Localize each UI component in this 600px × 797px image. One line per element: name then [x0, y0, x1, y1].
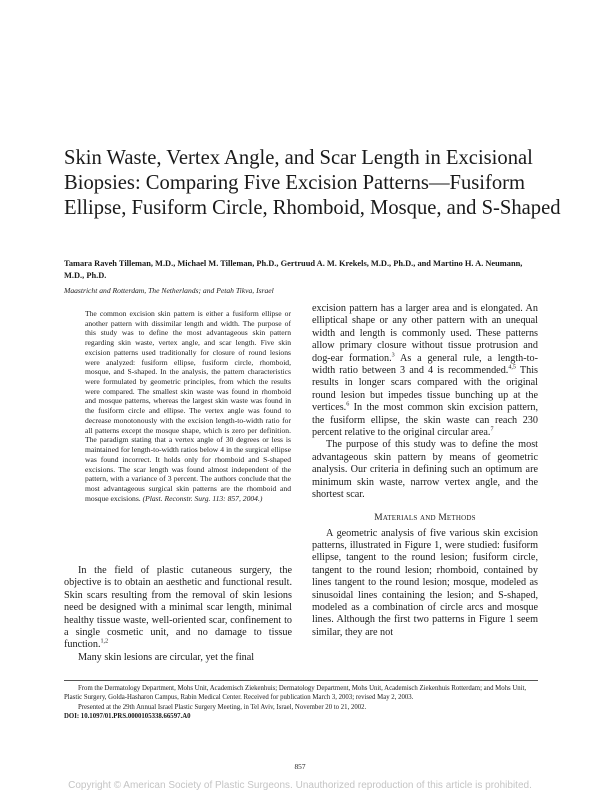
reference-marker: 4,5	[508, 364, 516, 371]
paragraph-text: excision pattern has a larger area and is elongated. An elliptical shape or any other pattern with an unequal width and length is commonly used. These patterns allow primary closure without tissue protrusion and dog-ear formation.	[312, 303, 538, 364]
methods-paragraph: A geometric analysis of five various skin excision patterns, illustrated in Figure 1, were studied: fusiform ellipse, tangent to the round lesion; fusiform circle, tangent to the round lesion; rhomboid, contained by lines tangent to the round lesion; mosque, modeled as sinusoidal lines containing the lesion; and S-shaped, modeled as a combination of circle arcs and mosque lines. Although the first two patterns in Figure 1 seem similar, they are not	[312, 527, 538, 638]
copyright-watermark: Copyright © American Society of Plastic Surgeons. Unauthorized reproduction of this article is prohibited.	[68, 780, 532, 791]
intro-paragraph-1-text: In the field of plastic cutaneous surgery, the objective is to obtain an aesthetic and functional result. Skin scars resulting from the removal of skin lesions need be designed with a minimal scar length, minimal healthy tissue waste, well-oriented scar, confinement to a single cosmetic unit, and no damage to tissue function.	[64, 565, 292, 651]
abstract	[85, 309, 291, 503]
paragraph-text: In the most common skin excision pattern, the fusiform ellipse, the skin waste can reach 230 percent relative to the original circular area.	[312, 402, 538, 439]
footnote-presented: Presented at the 29th Annual Israel Plastic Surgery Meeting, in Tel Aviv, Israel, November 20 to 21, 2002.	[78, 703, 367, 711]
purpose-paragraph: The purpose of this study was to define the most advantageous skin pattern by means of geometric analysis. Our criteria in defining such an optimum are minimum skin waste, narrow vertex angle, and the shortest scar.	[312, 439, 538, 501]
footnote-doi: DOI: 10.1097/01.PRS.0000105338.66597.A0	[64, 712, 191, 720]
right-column	[312, 303, 538, 639]
paragraph-text: As a general rule, a length-to-width ratio between 3 and 4 is recommended.	[312, 352, 538, 377]
left-column	[64, 565, 292, 664]
author-affiliation: Maastricht and Rotterdam, The Netherlands; and Petah Tikva, Israel	[64, 286, 274, 295]
paragraph-text: This results in longer scars compared with the original round lesion but impedes tissue bunching up at the vertices.	[312, 365, 538, 414]
intro-paragraph-2: Many skin lesions are circular, yet the final	[78, 651, 255, 663]
footnote-affiliations: From the Dermatology Department, Mohs Unit, Academisch Ziekenhuis; Dermatology Department, Mohs Unit, Academisch Ziekenhuis Rotterdam; and Mohs Unit, Plastic Surgery, Golda-Hasharon Campus, Rabin Medical Center. Received for publication March 3, 2003; revised May 2, 2003.	[64, 685, 527, 702]
abstract-body: The common excision skin pattern is either a fusiform ellipse or another pattern with dissimilar length and width. The purpose of this study was to define the most advantageous skin pattern regarding skin waste, vertex angle, and scar length. Five skin excision patterns used traditionally for closure of round lesions were analyzed: fusiform ellipse, fusiform circle, rhomboid, mosque, and S-shaped. In the analysis, the pattern characteristics were formulated by geometric principles, from which the results were compared. The smallest skin waste was found in rhomboid and mosque patterns, whereas the largest skin waste was found in the fusiform circle and ellipse. The vertex angle was found to decrease monotonously with the excision length-to-width ratio for all patterns except the mosque shape, which is zero per definition. The paradigm stating that a vertex angle of 30 degrees or less is maintained for length-to-width ratios below 4 in the surgical ellipse was found incorrect. It holds only for rhomboid and S-shaped excisions. The scar length was found almost independent of the pattern, with a variance of 3 percent. The authors conclude that the most advantageous surgical skin patterns are the rhomboid and mosque excisions.	[85, 309, 291, 503]
intro-paragraph-continued	[312, 303, 538, 439]
intro-paragraph-1	[64, 565, 292, 652]
reference-marker: 6	[346, 401, 350, 408]
section-heading: Materials and Methods	[374, 512, 476, 523]
footnote-divider	[64, 680, 538, 681]
page-number: 857	[294, 762, 306, 771]
reference-marker: 3	[391, 352, 395, 359]
reference-marker: 7	[490, 426, 494, 433]
reference-marker: 1,2	[100, 639, 109, 646]
author-list: Tamara Raveh Tilleman, M.D., Michael M. Tilleman, Ph.D., Gertruud A. M. Krekels, M.D., Ph.D., and Martino H. A. Neumann, M.D., Ph.D.	[64, 259, 523, 280]
footnotes	[64, 684, 538, 721]
abstract-citation: (Plast. Reconstr. Surg. 113: 857, 2004.)	[142, 493, 263, 503]
article-title: Skin Waste, Vertex Angle, and Scar Length in Excisional Biopsies: Comparing Five Excision Patterns—Fusiform Ellipse, Fusiform Circle, Rhomboid, Mosque, and S-Shaped	[64, 147, 561, 219]
